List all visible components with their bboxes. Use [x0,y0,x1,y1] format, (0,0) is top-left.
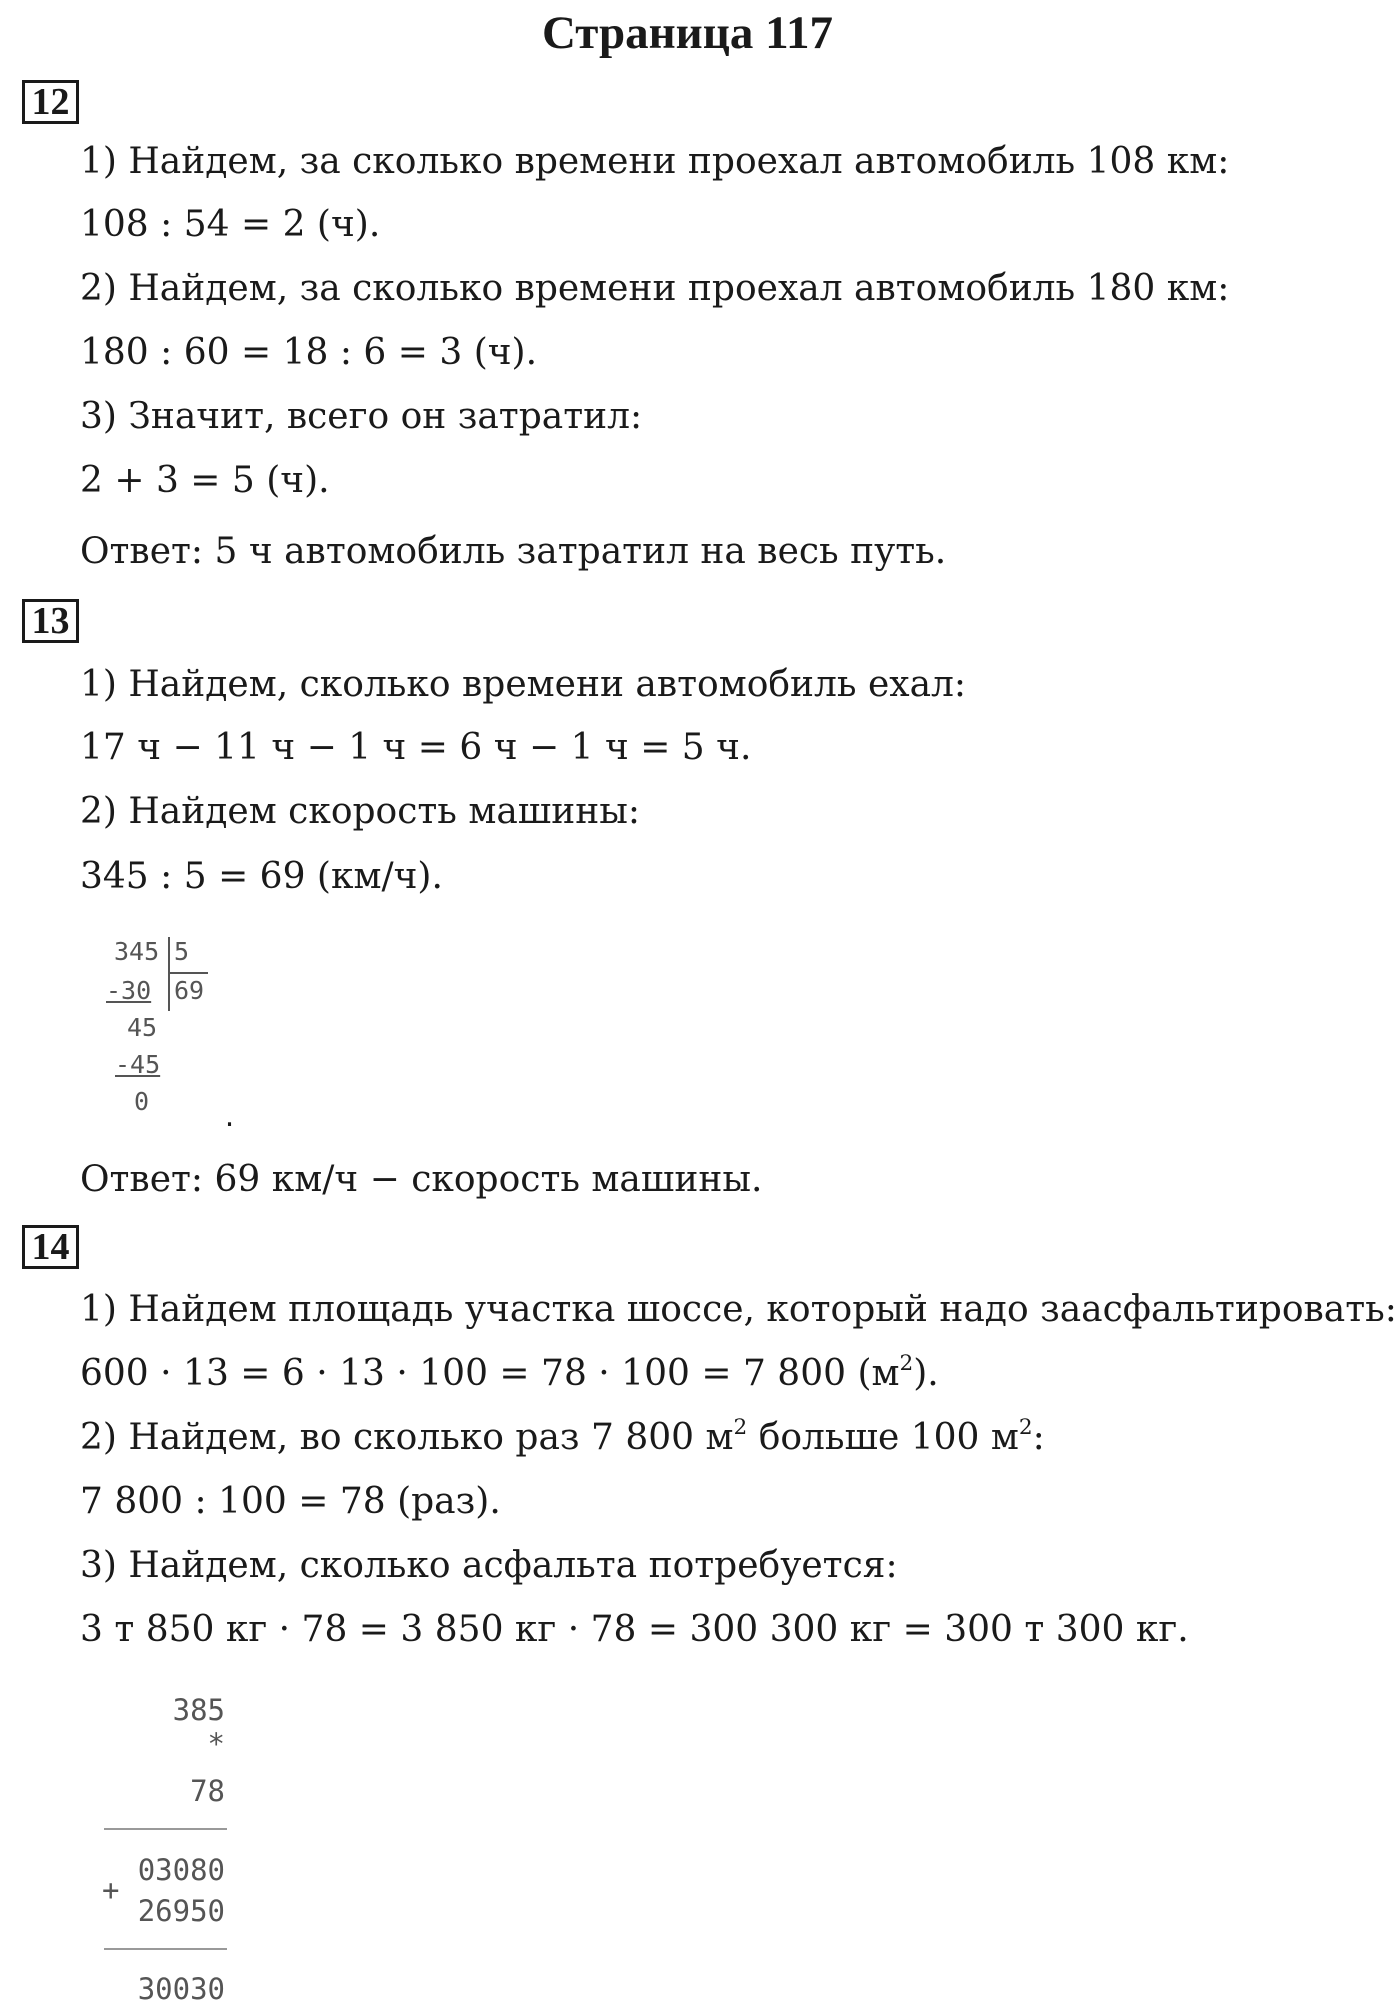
task14-line-2-text: 600 · 13 = 6 · 13 · 100 = 78 · 100 = 7 800 (м [80,1353,900,1394]
task13-line-1: 1) Найдем, сколько времени автомобиль ехал: [80,664,967,705]
task14-line-5: 3) Найдем, сколько асфальта потребуется: [80,1545,898,1586]
task14-line-3-exponent-1: 2 [733,1414,748,1440]
multiplication-result: 30030 [137,1972,225,2006]
task14-line-3-exponent-2: 2 [1018,1414,1033,1440]
task-number-14: 14 [22,1225,79,1269]
task14-line-3 [80,1416,1045,1460]
division-divisor: 5 [174,937,190,966]
task13-answer: Ответ: 69 км/ч − скорость машины. [80,1159,763,1200]
multiplication-partial-1: 03080 [137,1853,225,1887]
task12-answer: Ответ: 5 ч автомобиль затратил на весь путь. [80,531,947,572]
page-title: Страница 117 [541,7,834,59]
division-subtrahend-2: -45 [115,1050,161,1079]
task12-line-6: 2 + 3 = 5 (ч). [80,460,330,501]
task12-line-1: 1) Найдем, за сколько времени проехал автомобиль 108 км: [80,141,1230,182]
task12-line-4: 180 : 60 = 18 : 6 = 3 (ч). [80,332,538,373]
multiplication-factor-b: 78 [190,1774,225,1808]
multiplication-plus-sign: + [102,1873,120,1907]
task14-line-6: 3 т 850 кг · 78 = 3 850 кг · 78 = 300 300 кг = 300 т 300 кг. [80,1609,1189,1650]
task14-line-3-part-b: больше 100 м [747,1417,1019,1458]
task13-line-4: 345 : 5 = 69 (км/ч). [80,856,443,897]
task14-line-3-end: : [1032,1417,1045,1458]
task-number-13: 13 [22,599,79,643]
division-subtrahend-1: -30 [106,976,152,1005]
task-number-12: 12 [22,80,79,124]
division-dividend: 345 [114,937,160,966]
multiplication-rule-2 [104,1948,227,1950]
multiplication-factor-a: 385 [172,1693,225,1727]
multiplication-sign: * [207,1727,225,1761]
task14-line-4: 7 800 : 100 = 78 (раз). [80,1481,501,1522]
division-quotient: 69 [174,976,205,1005]
task12-line-2: 108 : 54 = 2 (ч). [80,204,381,245]
task13-line-2: 17 ч − 11 ч − 1 ч = 6 ч − 1 ч = 5 ч. [80,727,752,768]
division-vertical-bar [168,937,170,1011]
task13-line-3: 2) Найдем скорость машины: [80,791,641,832]
task14-line-1: 1) Найдем площадь участка шоссе, который надо заасфальтировать: [80,1289,1397,1330]
task14-line-3-part-a: 2) Найдем, во сколько раз 7 800 м [80,1417,734,1458]
task14-line-2 [80,1352,939,1396]
multiplication-partial-2: 26950 [137,1894,225,1928]
task14-line-2-exponent: 2 [899,1350,914,1376]
task12-line-5: 3) Значит, всего он затратил: [80,396,643,437]
division-remainder-1: 45 [127,1013,158,1042]
multiplication-rule-1 [104,1828,227,1830]
task14-line-2-end: ). [913,1353,939,1394]
task12-line-3: 2) Найдем, за сколько времени проехал автомобиль 180 км: [80,268,1230,309]
division-remainder-2: 0 [134,1087,150,1116]
division-dot: . [222,1103,238,1132]
division-horizontal-bar [168,972,208,974]
